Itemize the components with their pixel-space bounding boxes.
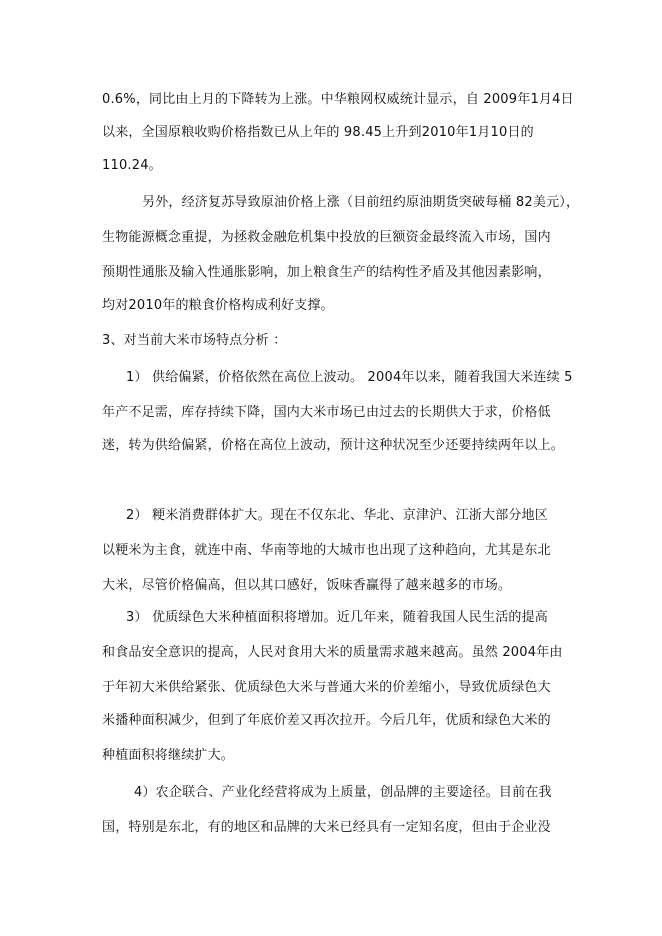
text-line: 2） 粳米消费群体扩大。现在不仅东北、华北、京津沪、江浙大部分地区	[126, 508, 549, 523]
text-line: 和食品安全意识的提高，人民对食用大米的质量需求越来越高。虽然 2004年由	[102, 645, 563, 660]
text-line: 国，特别是东北，有的地区和品牌的大米已经具有一定知名度，但由于企业没	[102, 820, 551, 835]
text-line: 3） 优质绿色大米种植面积将增加。近几年来，随着我国人民生活的提高	[126, 610, 549, 625]
text-line: 年产不足需，库存持续下降，国内大米市场已由过去的长期供大于求，价格低	[102, 405, 551, 420]
text-line: 米播种面积减少，但到了年底价差又再次拉开。今后几年，优质和绿色大米的	[102, 713, 551, 728]
text-line: 以粳米为主食，就连中南、华南等地的大城市也出现了这种趋向，尤其是东北	[102, 543, 551, 558]
text-line: 大米，尽管价格偏高，但以其口感好，饭味香赢得了越来越多的市场。	[102, 578, 512, 593]
text-line: 110.24。	[102, 158, 162, 173]
text-line: 种植面积将继续扩大。	[102, 748, 235, 763]
text-line: 1） 供给偏紧，价格依然在高位上波动。 2004年以来，随着我国大米连续 5	[126, 370, 573, 385]
text-line: 另外，经济复苏导致原油价格上涨（目前纽约原油期货突破每桶 82美元），	[142, 195, 580, 210]
text-line: 预期性通胀及输入性通胀影响，加上粮食生产的结构性矛盾及其他因素影响，	[102, 265, 551, 280]
section-heading: 3、对当前大米市场特点分析 ：	[102, 333, 287, 348]
text-line: 均对2010年的粮食价格构成利好支撑。	[102, 298, 334, 313]
text-line: 于年初大米供给紧张、优质绿色大米与普通大米的价差缩小，导致优质绿色大	[102, 680, 551, 695]
text-line: 迷，转为供给偏紧，价格在高位上波动，预计这种状况至少还要持续两年以上。	[102, 438, 565, 453]
text-line: 生物能源概念重提，为拯救金融危机集中投放的巨额资金最终流入市场，国内	[102, 230, 551, 245]
text-line: 以来，全国原粮收购价格指数已从上年的 98.45上升到2010年1月10日的	[102, 125, 534, 140]
text-line: 0.6%，同比由上月的下降转为上涨。中华粮网权威统计显示，自 2009年1月4日	[102, 92, 574, 107]
text-line: 4）农企联合、产业化经营将成为上质量，创品牌的主要途径。目前在我	[134, 785, 552, 800]
